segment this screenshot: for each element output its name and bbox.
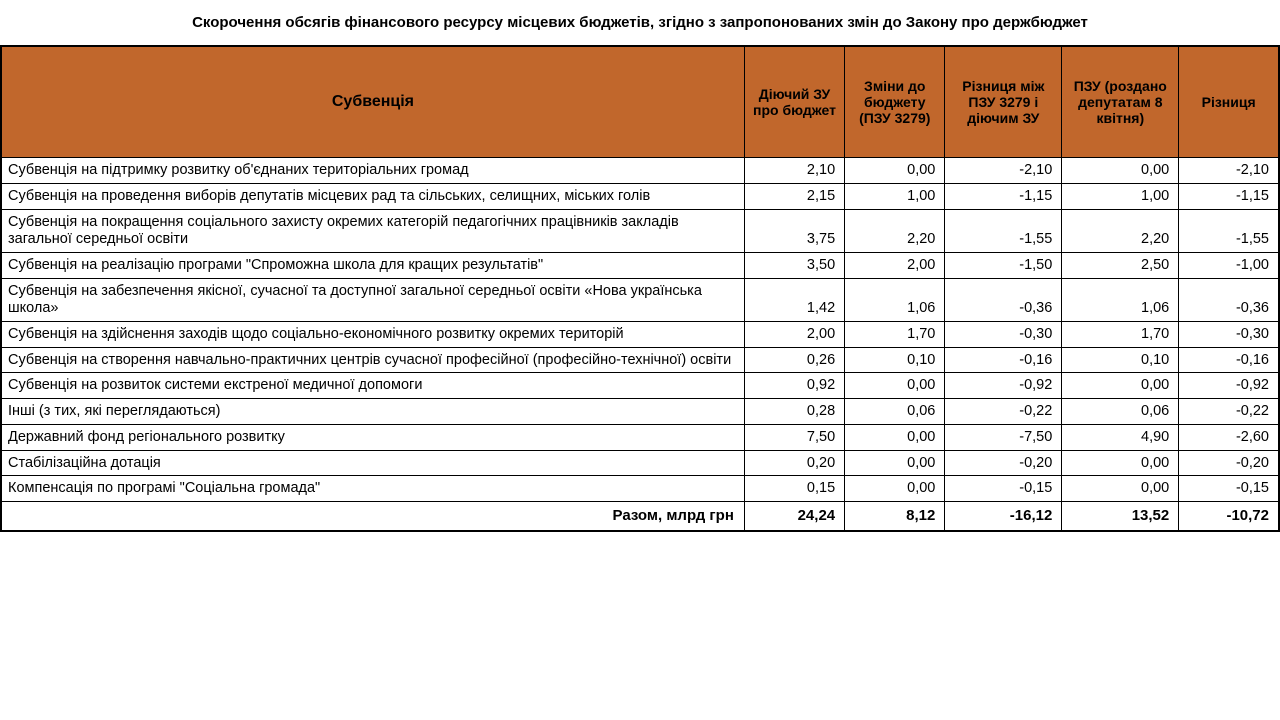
- column-header-subvention: Субвенція: [1, 46, 744, 158]
- table-header: [1, 46, 1279, 158]
- cell-pzu-april8: 1,06: [1062, 278, 1179, 321]
- table-row: [1, 399, 1279, 425]
- cell-budget-changes: 0,00: [845, 424, 945, 450]
- cell-pzu-april8: 4,90: [1062, 424, 1179, 450]
- page-title: Скорочення обсягів фінансового ресурсу місцевих бюджетів, згідно з запропонованих змін до Закону про держбюджет: [192, 14, 1088, 31]
- row-label: Субвенція на здійснення заходів щодо соціально-економічного розвитку окремих територій: [1, 322, 744, 348]
- column-header-budget-changes: Зміни до бюджету (ПЗУ 3279): [845, 46, 945, 158]
- column-header-difference-3279: Різниця між ПЗУ 3279 і діючим ЗУ: [945, 46, 1062, 158]
- cell-current-law: 3,50: [744, 253, 844, 279]
- cell-pzu-april8: 0,00: [1062, 450, 1179, 476]
- cell-difference-3279: -1,55: [945, 209, 1062, 252]
- cell-pzu-april8: 0,06: [1062, 399, 1179, 425]
- cell-current-law: 0,92: [744, 373, 844, 399]
- table-row: [1, 450, 1279, 476]
- cell-current-law: 3,75: [744, 209, 844, 252]
- table-header-row: [1, 46, 1279, 158]
- cell-current-law: 7,50: [744, 424, 844, 450]
- cell-difference-3279: -1,15: [945, 183, 1062, 209]
- cell-budget-changes: 1,70: [845, 322, 945, 348]
- row-label: Державний фонд регіонального розвитку: [1, 424, 744, 450]
- column-header-current-law: Діючий ЗУ про бюджет: [744, 46, 844, 158]
- cell-budget-changes: 1,00: [845, 183, 945, 209]
- cell-difference-3279: -0,36: [945, 278, 1062, 321]
- table-row: [1, 183, 1279, 209]
- row-label: Стабілізаційна дотація: [1, 450, 744, 476]
- budget-table: [0, 45, 1280, 532]
- cell-current-law: 0,15: [744, 476, 844, 502]
- cell-pzu-april8: 0,10: [1062, 347, 1179, 373]
- cell-difference: -1,00: [1179, 253, 1279, 279]
- table-row: [1, 476, 1279, 502]
- cell-difference: -2,60: [1179, 424, 1279, 450]
- column-header-pzu-april8: ПЗУ (роздано депутатам 8 квітня): [1062, 46, 1179, 158]
- table-row: [1, 347, 1279, 373]
- cell-difference-3279: -0,92: [945, 373, 1062, 399]
- total-difference: -10,72: [1179, 501, 1279, 531]
- total-label: Разом, млрд грн: [1, 501, 744, 531]
- total-pzu-april8: 13,52: [1062, 501, 1179, 531]
- cell-budget-changes: 0,00: [845, 158, 945, 184]
- row-label: Інші (з тих, які переглядаються): [1, 399, 744, 425]
- row-label: Субвенція на реалізацію програми "Спроможна школа для кращих результатів": [1, 253, 744, 279]
- cell-difference-3279: -7,50: [945, 424, 1062, 450]
- cell-budget-changes: 0,10: [845, 347, 945, 373]
- table-row: [1, 158, 1279, 184]
- cell-current-law: 0,26: [744, 347, 844, 373]
- cell-difference-3279: -0,22: [945, 399, 1062, 425]
- cell-pzu-april8: 0,00: [1062, 158, 1179, 184]
- cell-pzu-april8: 1,00: [1062, 183, 1179, 209]
- cell-pzu-april8: 2,50: [1062, 253, 1179, 279]
- cell-budget-changes: 0,00: [845, 373, 945, 399]
- table-body: [1, 158, 1279, 531]
- total-budget-changes: 8,12: [845, 501, 945, 531]
- cell-difference: -0,15: [1179, 476, 1279, 502]
- cell-budget-changes: 1,06: [845, 278, 945, 321]
- table-row: [1, 424, 1279, 450]
- cell-difference: -0,36: [1179, 278, 1279, 321]
- cell-difference-3279: -0,16: [945, 347, 1062, 373]
- table-row: [1, 253, 1279, 279]
- table-row: [1, 278, 1279, 321]
- cell-budget-changes: 0,06: [845, 399, 945, 425]
- cell-difference-3279: -0,20: [945, 450, 1062, 476]
- row-label: Субвенція на розвиток системи екстреної медичної допомоги: [1, 373, 744, 399]
- row-label: Субвенція на проведення виборів депутатів місцевих рад та сільських, селищних, міських голів: [1, 183, 744, 209]
- cell-current-law: 0,20: [744, 450, 844, 476]
- cell-current-law: 2,00: [744, 322, 844, 348]
- cell-difference-3279: -0,30: [945, 322, 1062, 348]
- cell-current-law: 0,28: [744, 399, 844, 425]
- row-label: Субвенція на створення навчально-практичних центрів сучасної професійної (професійно-технічної) освіти: [1, 347, 744, 373]
- cell-current-law: 2,15: [744, 183, 844, 209]
- table-total-row: [1, 501, 1279, 531]
- cell-difference: -0,16: [1179, 347, 1279, 373]
- cell-difference: -1,15: [1179, 183, 1279, 209]
- table-row: [1, 209, 1279, 252]
- cell-pzu-april8: 1,70: [1062, 322, 1179, 348]
- cell-difference: -0,22: [1179, 399, 1279, 425]
- cell-difference-3279: -0,15: [945, 476, 1062, 502]
- cell-pzu-april8: 2,20: [1062, 209, 1179, 252]
- total-difference-3279: -16,12: [945, 501, 1062, 531]
- row-label: Субвенція на покращення соціального захисту окремих категорій педагогічних працівників закладів загальної середньої освіти: [1, 209, 744, 252]
- cell-difference: -0,92: [1179, 373, 1279, 399]
- cell-budget-changes: 0,00: [845, 476, 945, 502]
- table-row: [1, 373, 1279, 399]
- cell-difference: -2,10: [1179, 158, 1279, 184]
- row-label: Компенсація по програмі "Соціальна громада": [1, 476, 744, 502]
- cell-pzu-april8: 0,00: [1062, 476, 1179, 502]
- total-current-law: 24,24: [744, 501, 844, 531]
- cell-budget-changes: 0,00: [845, 450, 945, 476]
- cell-difference: -0,30: [1179, 322, 1279, 348]
- cell-difference: -0,20: [1179, 450, 1279, 476]
- cell-budget-changes: 2,00: [845, 253, 945, 279]
- table-row: [1, 322, 1279, 348]
- cell-current-law: 2,10: [744, 158, 844, 184]
- cell-difference-3279: -1,50: [945, 253, 1062, 279]
- cell-difference-3279: -2,10: [945, 158, 1062, 184]
- cell-difference: -1,55: [1179, 209, 1279, 252]
- cell-current-law: 1,42: [744, 278, 844, 321]
- cell-pzu-april8: 0,00: [1062, 373, 1179, 399]
- column-header-difference: Різниця: [1179, 46, 1279, 158]
- row-label: Субвенція на забезпечення якісної, сучасної та доступної загальної середньої освіти «Нова українська школа»: [1, 278, 744, 321]
- row-label: Субвенція на підтримку розвитку об'єднаних територіальних громад: [1, 158, 744, 184]
- cell-budget-changes: 2,20: [845, 209, 945, 252]
